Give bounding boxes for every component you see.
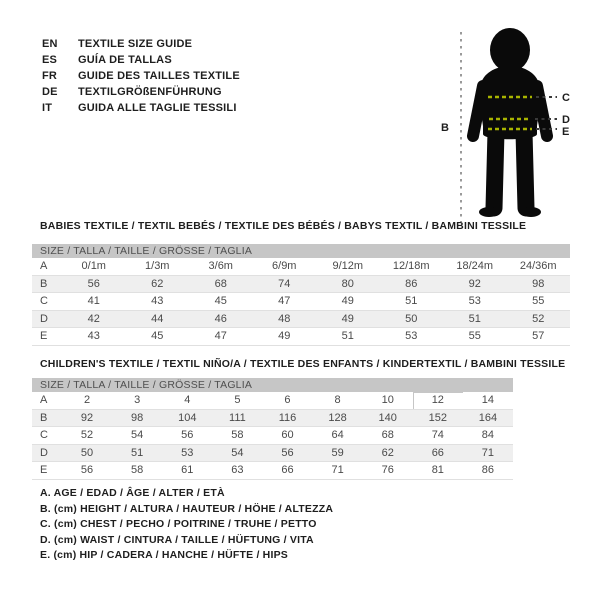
size-cell: 86 <box>481 464 495 476</box>
size-cell: 10 <box>381 394 394 406</box>
table-header: SIZE / TALLA / TAILLE / GRÖSSE / TAGLIA <box>32 378 513 392</box>
size-cell: 98 <box>131 411 144 424</box>
table-row <box>32 276 570 294</box>
child-silhouette <box>473 28 547 217</box>
size-cell: 71 <box>481 446 495 459</box>
size-cell: 12/18m <box>392 260 430 272</box>
size-cell: 152 <box>428 411 447 424</box>
size-cell: 58 <box>131 464 144 476</box>
legend-line: B. (cm) HEIGHT / ALTURA / HAUTEUR / HÖHE / ALTEZZA <box>40 502 334 515</box>
table-row <box>32 410 513 428</box>
size-cell: 84 <box>481 429 495 441</box>
measurement-figure <box>425 10 590 225</box>
legend-line: A. AGE / EDAD / ÂGE / ALTER / ETÀ <box>40 487 225 499</box>
row-label: C <box>40 295 48 307</box>
size-cell: 53 <box>181 446 194 459</box>
language-title: GUIDA ALLE TAGLIE TESSILI <box>78 102 237 114</box>
size-cell: 98 <box>532 277 545 290</box>
size-cell: 54 <box>231 446 244 459</box>
size-cell: 49 <box>341 312 354 325</box>
size-cell: 14 <box>481 394 495 406</box>
language-code: ES <box>42 54 58 66</box>
size-cell: 47 <box>214 330 227 342</box>
babies-table <box>32 244 570 346</box>
children-table <box>32 378 513 480</box>
language-title: TEXTILE SIZE GUIDE <box>78 38 193 50</box>
size-cell: 71 <box>331 464 344 476</box>
language-row <box>42 52 240 68</box>
size-cell: 6/9m <box>272 260 297 272</box>
size-cell: 128 <box>328 411 347 424</box>
language-code: IT <box>42 102 53 114</box>
size-cell: 56 <box>87 277 100 290</box>
row-label: C <box>40 429 48 441</box>
waist-label: D <box>562 114 570 126</box>
table-row <box>32 328 570 346</box>
language-list <box>42 36 240 116</box>
size-cell: 47 <box>278 295 291 307</box>
table-header: SIZE / TALLA / TAILLE / GRÖSSE / TAGLIA <box>32 244 570 258</box>
row-label: E <box>40 330 48 342</box>
measurement-legend <box>40 486 333 564</box>
size-cell: 9/12m <box>332 260 364 272</box>
size-cell: 111 <box>229 411 246 424</box>
size-cell: 45 <box>151 330 164 342</box>
child-silhouette-figure <box>425 10 590 225</box>
size-cell: 54 <box>131 429 144 441</box>
row-label: A <box>40 394 48 406</box>
size-cell: 86 <box>405 277 418 290</box>
chest-label: C <box>562 92 570 104</box>
size-cell: 62 <box>381 446 394 459</box>
size-cell: 116 <box>278 411 297 424</box>
size-cell: 51 <box>131 446 144 459</box>
language-row <box>42 36 240 52</box>
size-cell: 55 <box>532 295 545 307</box>
row-label: A <box>40 260 48 272</box>
legend-line: D. (cm) WAIST / CINTURA / TAILLE / HÜFTUNG / VITA <box>40 533 314 546</box>
size-cell: 80 <box>341 277 354 290</box>
size-cell: 44 <box>151 312 164 325</box>
size-cell: 6 <box>284 394 291 406</box>
size-cell: 50 <box>405 312 418 325</box>
size-cell: 59 <box>331 446 344 459</box>
size-cell: 66 <box>281 464 294 476</box>
size-cell: 56 <box>281 446 294 459</box>
table-row <box>32 427 513 445</box>
size-cell: 56 <box>80 464 94 476</box>
size-cell: 42 <box>87 312 100 325</box>
language-title: GUIDE DES TAILLES TEXTILE <box>78 70 240 82</box>
size-cell: 51 <box>405 295 418 307</box>
size-cell: 55 <box>468 330 481 342</box>
size-cell: 12 <box>413 392 463 409</box>
row-label: D <box>40 446 48 459</box>
table-body <box>32 258 570 346</box>
language-code: FR <box>42 70 58 82</box>
size-cell: 56 <box>181 429 194 441</box>
size-cell: 68 <box>214 277 227 290</box>
size-cell: 76 <box>381 464 394 476</box>
size-cell: 0/1m <box>81 260 106 272</box>
table-row <box>32 293 570 311</box>
size-cell: 4 <box>184 394 191 406</box>
size-cell: 74 <box>431 429 444 441</box>
children-section-title: CHILDREN'S TEXTILE / TEXTIL NIÑO/A / TEXTILE DES ENFANTS / KINDERTEXTIL / BAMBINI TESSILE <box>40 358 566 370</box>
size-cell: 81 <box>431 464 444 476</box>
table-row <box>32 462 513 480</box>
size-cell: 92 <box>80 411 94 424</box>
table-row <box>32 445 513 463</box>
size-cell: 51 <box>341 330 354 342</box>
size-cell: 24/36m <box>519 260 557 272</box>
size-cell: 92 <box>468 277 481 290</box>
legend-line: C. (cm) CHEST / PECHO / POITRINE / TRUHE / PETTO <box>40 518 317 530</box>
table-body <box>32 392 513 480</box>
size-cell: 66 <box>431 446 444 459</box>
size-cell: 51 <box>468 312 481 325</box>
table-row <box>32 258 570 276</box>
size-cell: 52 <box>532 312 545 325</box>
size-cell: 43 <box>151 295 164 307</box>
size-cell: 140 <box>378 411 397 424</box>
size-cell: 43 <box>87 330 100 342</box>
table-row <box>32 392 513 410</box>
language-row <box>42 68 240 84</box>
table-row <box>32 311 570 329</box>
size-cell: 53 <box>468 295 481 307</box>
size-cell: 41 <box>87 295 100 307</box>
size-cell: 62 <box>151 277 164 290</box>
size-cell: 8 <box>334 394 341 406</box>
size-cell: 1/3m <box>145 260 170 272</box>
height-label: B <box>441 122 449 134</box>
size-cell: 46 <box>214 312 227 325</box>
hip-label: E <box>562 126 570 138</box>
size-cell: 48 <box>278 312 291 325</box>
size-cell: 2 <box>83 394 91 406</box>
size-cell: 52 <box>80 429 94 441</box>
size-cell: 53 <box>405 330 418 342</box>
row-label: E <box>40 464 48 476</box>
language-row <box>42 84 240 100</box>
size-cell: 50 <box>80 446 94 459</box>
babies-section-title: BABIES TEXTILE / TEXTIL BEBÉS / TEXTILE DES BÉBÉS / BABYS TEXTIL / BAMBINI TESSILE <box>40 220 527 232</box>
size-cell: 63 <box>231 464 244 476</box>
size-cell: 60 <box>281 429 294 441</box>
size-cell: 61 <box>181 464 194 476</box>
row-label: B <box>40 411 48 424</box>
size-cell: 58 <box>231 429 244 441</box>
size-cell: 57 <box>532 330 545 342</box>
size-cell: 3 <box>134 394 141 406</box>
size-cell: 18/24m <box>456 260 494 272</box>
row-label: B <box>40 277 48 290</box>
size-cell: 74 <box>278 277 291 290</box>
language-row <box>42 100 240 116</box>
row-label: D <box>40 312 48 325</box>
size-cell: 64 <box>331 429 344 441</box>
size-cell: 5 <box>234 394 241 406</box>
size-cell: 3/6m <box>208 260 233 272</box>
size-cell: 104 <box>178 411 197 424</box>
size-cell: 68 <box>381 429 394 441</box>
legend-line: E. (cm) HIP / CADERA / HANCHE / HÜFTE / HIPS <box>40 549 288 561</box>
size-cell: 49 <box>278 330 291 342</box>
size-cell: 45 <box>214 295 227 307</box>
size-cell: 164 <box>478 411 498 424</box>
language-code: DE <box>42 86 58 98</box>
language-code: EN <box>42 38 58 50</box>
size-cell: 49 <box>341 295 354 307</box>
language-title: TEXTILGRÖßENFÜHRUNG <box>78 86 222 98</box>
language-title: GUÍA DE TALLAS <box>78 54 172 66</box>
